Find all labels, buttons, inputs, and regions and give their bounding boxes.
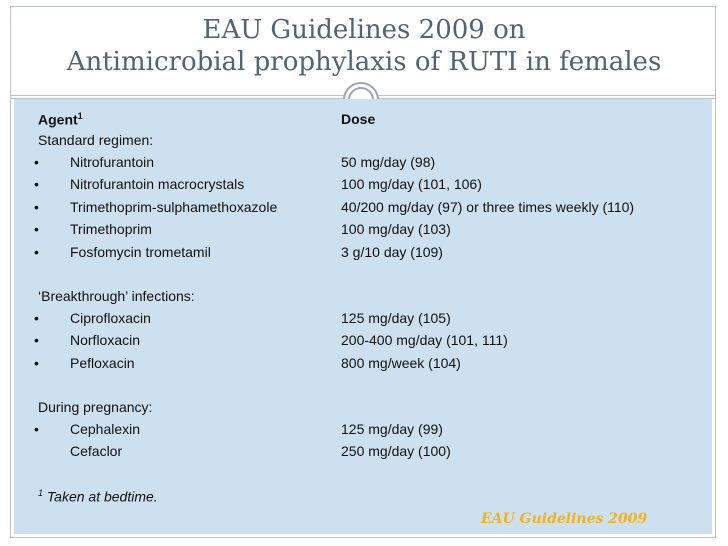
prophylaxis-table: Agent$^1$ Dose Standard regimen: • Nitrofurantoin 50 mg/day (98) • Nitrofurantoin macrocrystals 100 mg/day (101, 106) • Trimethoprim-sulphamethoxazole 40/200 mg/day (97) or three times weekly (110) • Trimethoprim 100 mg/day (103) • Fosfomycin trometamil 3 g/10 day (109) ‘Breakthrough’ infections: • Ciprofloxacin 125 mg/day (105) • Norfloxacin 200-400 mg/day (101, 111) • Pefloxacin 800 mg/week (104) During pregnancy: • Cephalexin 125 mg/day (99) Cefaclor 250 mg/day (100) $^1$ Taken at bedtime. (14, 99, 712, 512)
source-credit: EAU Guidelines 2009 (481, 511, 648, 527)
bullet-icon: • (34, 176, 39, 192)
agent-name: Ciprofloxacin (70, 310, 151, 326)
agent-dose: 40/200 mg/day (97) or three times weekly (110) (341, 199, 635, 215)
agent-name: Nitrofurantoin (70, 154, 155, 170)
agent-dose: 125 mg/day (105) (341, 310, 451, 326)
agent-dose: 100 mg/day (101, 106) (341, 176, 482, 192)
agent-name: Norfloxacin (70, 332, 141, 348)
agent-name: Cephalexin (70, 421, 141, 437)
agent-dose: 800 mg/week (104) (341, 355, 461, 371)
header-dose: Dose (341, 111, 376, 127)
agent-dose: 100 mg/day (103) (341, 221, 451, 237)
bullet-icon: • (34, 154, 39, 170)
agent-dose: 200-400 mg/day (101, 111) (341, 332, 508, 348)
agent-name: Fosfomycin trometamil (70, 244, 211, 260)
agent-dose: 250 mg/day (100) (341, 443, 451, 459)
bullet-icon: • (34, 244, 39, 260)
bullet-icon: • (34, 355, 39, 371)
bullet-icon: • (34, 332, 39, 348)
title-line-2: Antimicrobial prophylaxis of RUTI in females (66, 47, 662, 77)
agent-name: Pefloxacin (70, 355, 135, 371)
bullet-icon: • (34, 199, 39, 215)
agent-name: Trimethoprim-sulphamethoxazole (70, 199, 278, 215)
header-agent: Agent$^1$ (38, 111, 83, 128)
slide-title (0, 14, 728, 78)
bullet-icon: • (34, 310, 39, 326)
agent-dose: 3 g/10 day (109) (341, 244, 443, 260)
agent-dose: 125 mg/day (99) (341, 421, 443, 437)
agent-name: Trimethoprim (70, 221, 152, 237)
title-line-1: EAU Guidelines 2009 on (202, 15, 526, 45)
agent-name: Nitrofurantoin macrocrystals (70, 176, 245, 192)
agent-name: Cefaclor (70, 443, 123, 459)
bullet-icon: • (34, 421, 39, 437)
bullet-icon: • (34, 221, 39, 237)
agent-dose: 50 mg/day (98) (341, 154, 436, 170)
